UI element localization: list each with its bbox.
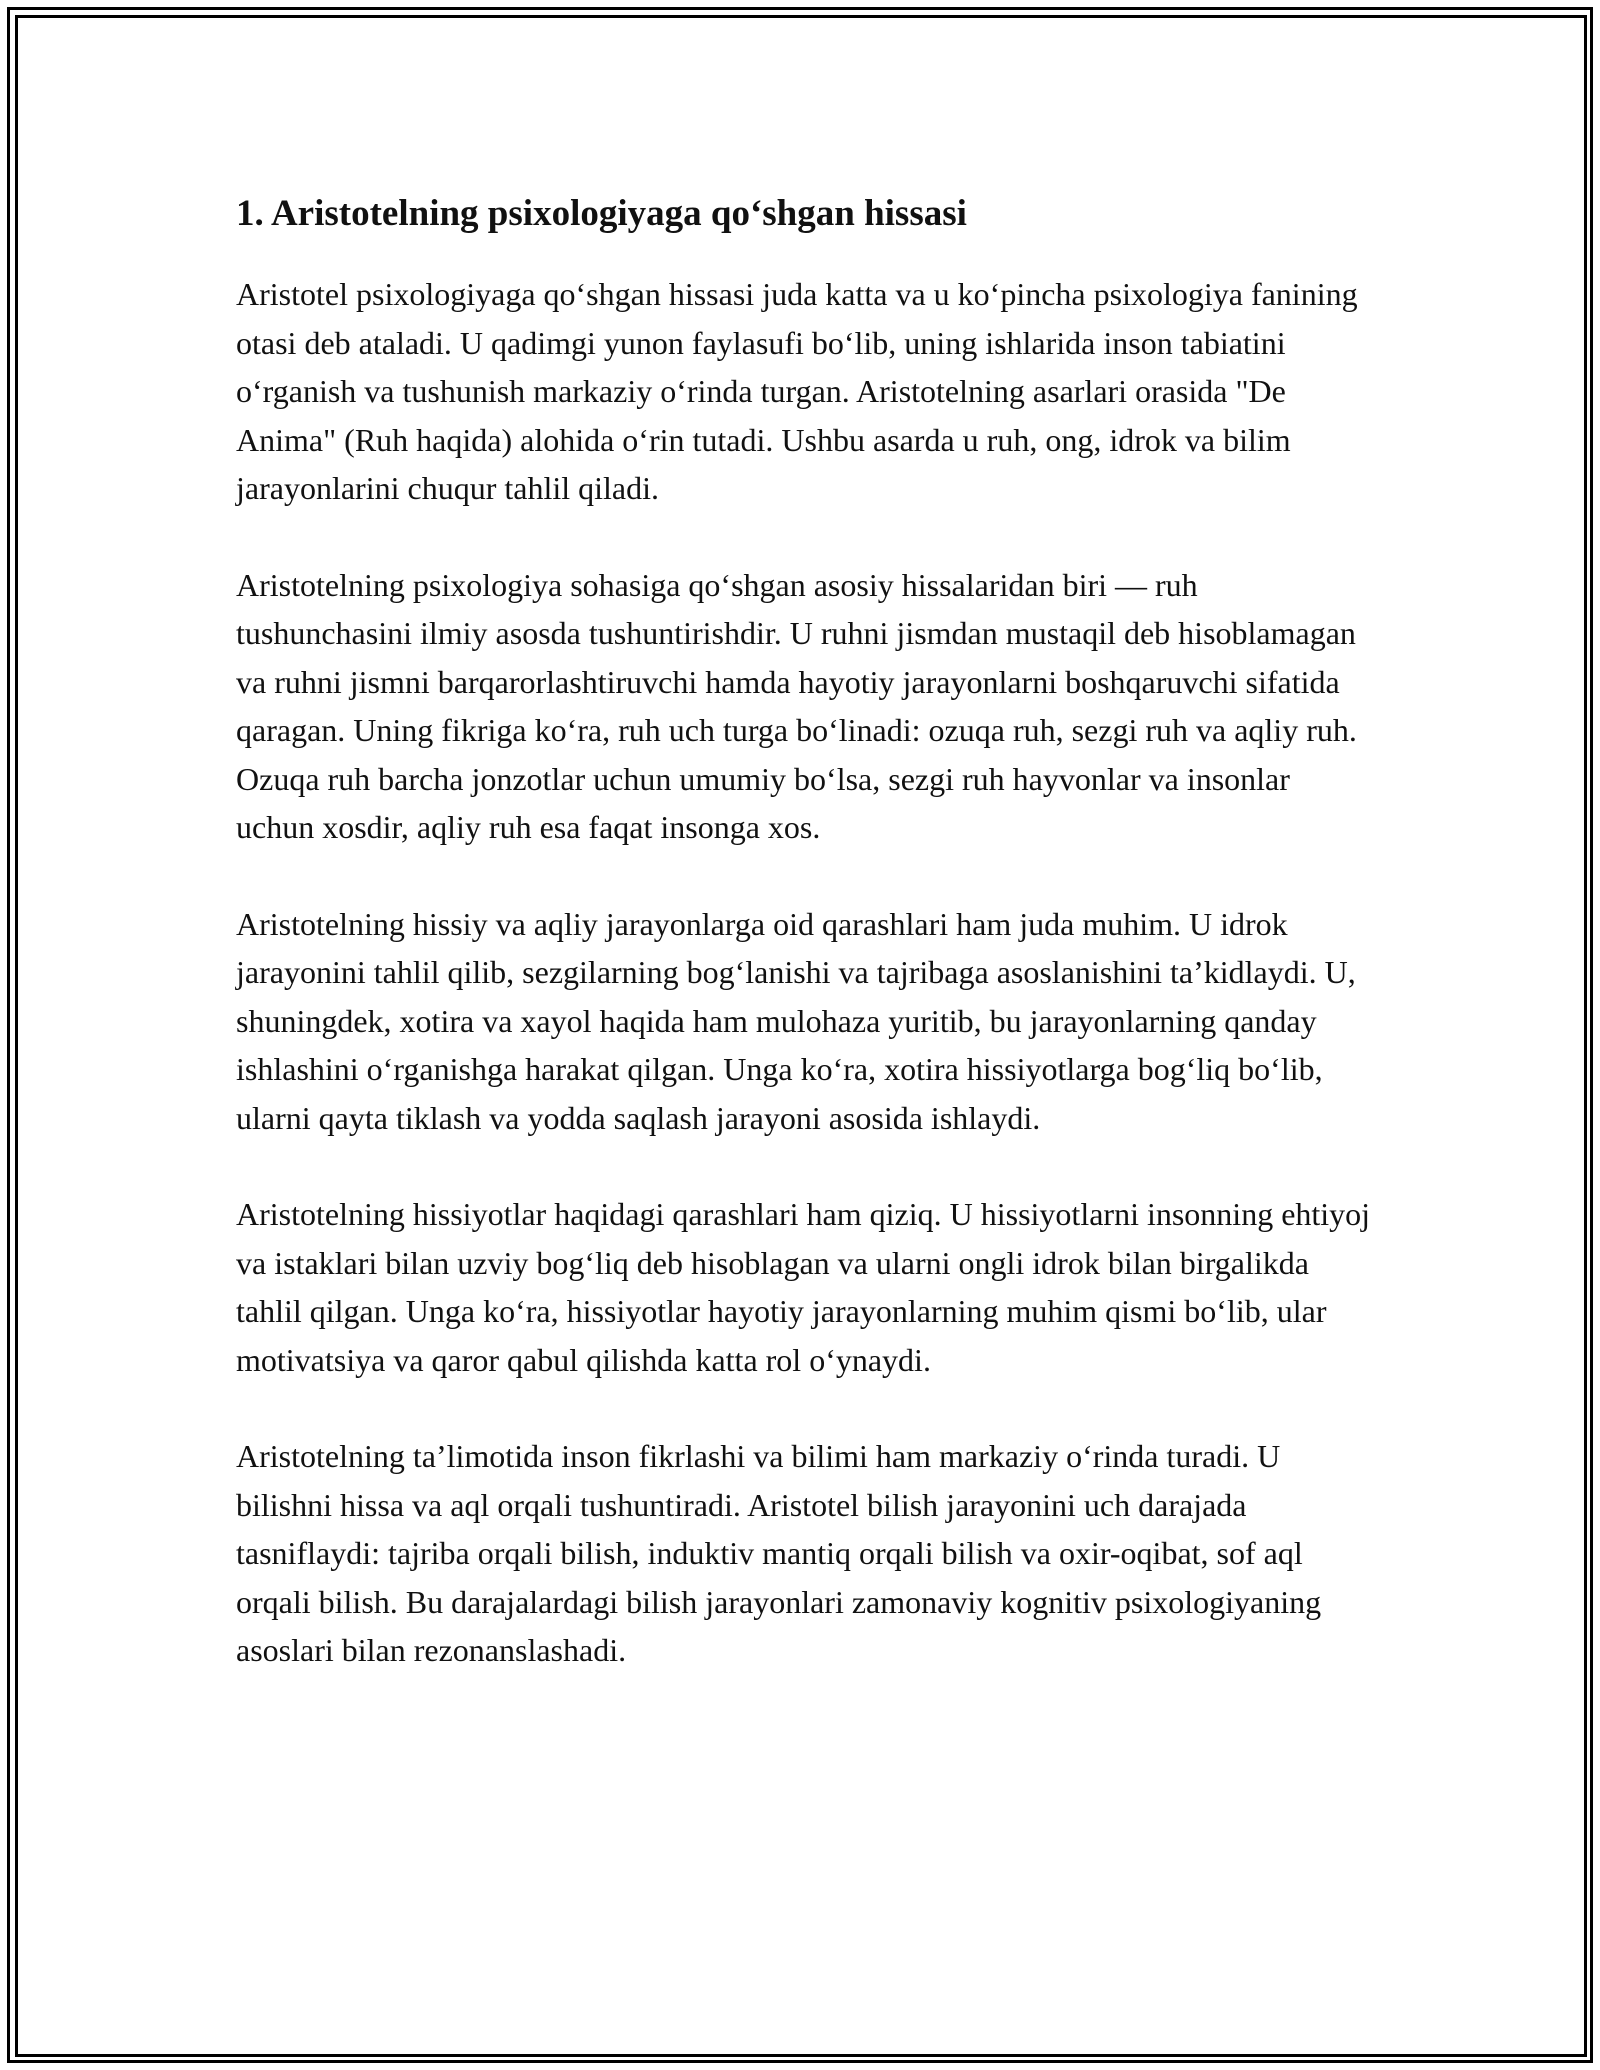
paragraph-1: Aristotel psixologiyaga qo‘shgan hissasi juda katta va u ko‘pincha psixologiya fanining otasi deb ataladi. U qadimgi yunon faylasufi bo‘lib, uning ishlarida inson tabiatini o‘rganish va tushunish markaziy o‘rinda turgan. Aristotelning asarlari orasida "De Anima" (Ruh haqida) alohida o‘rin tutadi. Ushbu asarda u ruh, ong, idrok va bilim jarayonlarini chuqur tahlil qiladi. <box>236 276 1358 506</box>
paragraph-4: Aristotelning hissiyotlar haqidagi qarashlari ham qiziq. U hissiyotlarni insonning ehtiyoj va istaklari bilan uzviy bog‘liq deb hisoblagan va ularni ongli idrok bilan birgalikda tahlil qilgan. Unga ko‘ra, hissiyotlar hayotiy jarayonlarning muhim qismi bo‘lib, ular motivatsiya va qaror qabul qilishda katta rol o‘ynaydi. <box>236 1196 1371 1378</box>
section-heading: 1. Aristotelning psixologiyaga qo‘shgan hissasi <box>236 193 967 234</box>
paragraph-5: Aristotelning ta’limotida inson fikrlashi va bilimi ham markaziy o‘rinda turadi. U bilishni hissa va aql orqali tushuntiradi. Aristotel bilish jarayonini uch darajada tasniflaydi: tajriba orqali bilish, induktiv mantiq orqali bilish va oxir-oqibat, sof aql orqali bilish. Bu darajalardagi bilish jarayonlari zamonaviy kognitiv psixologiyaning asoslari bilan rezonanslashadi. <box>236 1438 1322 1668</box>
paragraph-3: Aristotelning hissiy va aqliy jarayonlarga oid qarashlari ham juda muhim. U idrok jarayonini tahlil qilib, sezgilarning bog‘lanishi va tajribaga asoslanishini ta’kidlaydi. U, shuningdek, xotira va xayol haqida ham mulohaza yuritib, bu jarayonlarning qanday ishlashini o‘rganishga harakat qilgan. Unga ko‘ra, xotira hissiyotlarga bog‘liq bo‘lib, ularni qayta tiklash va yodda saqlash jarayoni asosida ishlaydi. <box>236 905 1356 1136</box>
paragraph-2: Aristotelning psixologiya sohasiga qo‘shgan asosiy hissalaridan biri — ruh tushunchasini ilmiy asosda tushuntirishdir. U ruhni jismdan mustaqil deb hisoblamagan va ruhni jismni barqarorlashtiruvchi hamda hayotiy jarayonlarni boshqaruvchi sifatida qaragan. Uning fikriga ko‘ra, ruh uch turga bo‘linadi: ozuqa ruh, sezgi ruh va aqliy ruh. Ozuqa ruh barcha jonzotlar uchun umumiy bo‘lsa, sezgi ruh hayvonlar va insonlar uchun xosdir, aqliy ruh esa faqat insonga xos. <box>236 566 1357 845</box>
document-body <box>236 188 1376 1723</box>
